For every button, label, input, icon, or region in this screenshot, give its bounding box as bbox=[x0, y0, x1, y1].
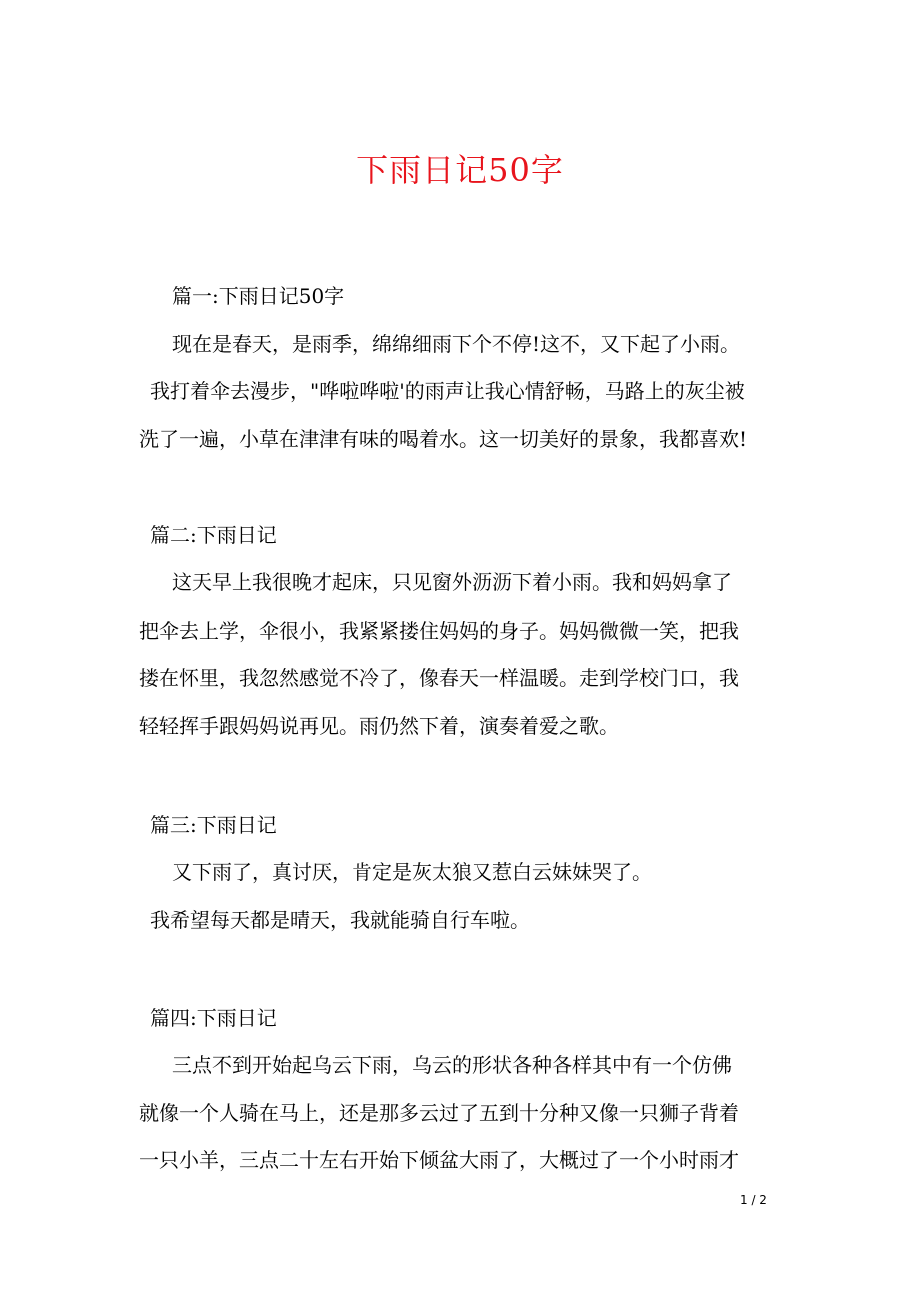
paragraph-line: 现在是春天，是雨季，绵绵细雨下个不停!这不，又下起了小雨。 bbox=[172, 332, 741, 356]
paragraph-line: 这天早上我很晚才起床，只见窗外沥沥下着小雨。我和妈妈拿了 bbox=[172, 570, 732, 594]
paragraph-line: 又下雨了，真讨厌，肯定是灰太狼又惹白云妹妹哭了。 bbox=[172, 860, 652, 884]
paragraph-line: 我打着伞去漫步，"哗啦哗啦'的雨声让我心情舒畅，马路上的灰尘被 bbox=[150, 379, 745, 403]
paragraph-line: 洗了一遍，小草在津津有味的喝着水。这一切美好的景象，我都喜欢! bbox=[139, 427, 748, 451]
paragraph-line: 就像一个人骑在马上，还是那多云过了五到十分种又像一只狮子背着 bbox=[139, 1101, 739, 1125]
paragraph-line: 一只小羊，三点二十左右开始下倾盆大雨了，大概过了一个小时雨才 bbox=[139, 1148, 739, 1172]
paragraph-line: 把伞去上学，伞很小，我紧紧搂住妈妈的身子。妈妈微微一笑，把我 bbox=[139, 619, 739, 643]
paragraph-line: 三点不到开始起乌云下雨，乌云的形状各种各样其中有一个仿佛 bbox=[172, 1053, 732, 1077]
section-heading: 篇三:下雨日记 bbox=[150, 813, 277, 837]
section-heading: 篇二:下雨日记 bbox=[150, 523, 277, 547]
section-heading: 篇一:下雨日记50字 bbox=[172, 284, 345, 308]
section-heading: 篇四:下雨日记 bbox=[150, 1006, 277, 1030]
paragraph-line: 我希望每天都是晴天，我就能骑自行车啦。 bbox=[150, 908, 530, 932]
document-title: 下雨日记50字 bbox=[356, 151, 564, 189]
paragraph-line: 轻轻挥手跟妈妈说再见。雨仍然下着，演奏着爱之歌。 bbox=[139, 714, 619, 738]
paragraph-line: 搂在怀里，我忽然感觉不冷了，像春天一样温暖。走到学校门口，我 bbox=[139, 666, 739, 690]
page-number: 1 / 2 bbox=[740, 1193, 767, 1207]
